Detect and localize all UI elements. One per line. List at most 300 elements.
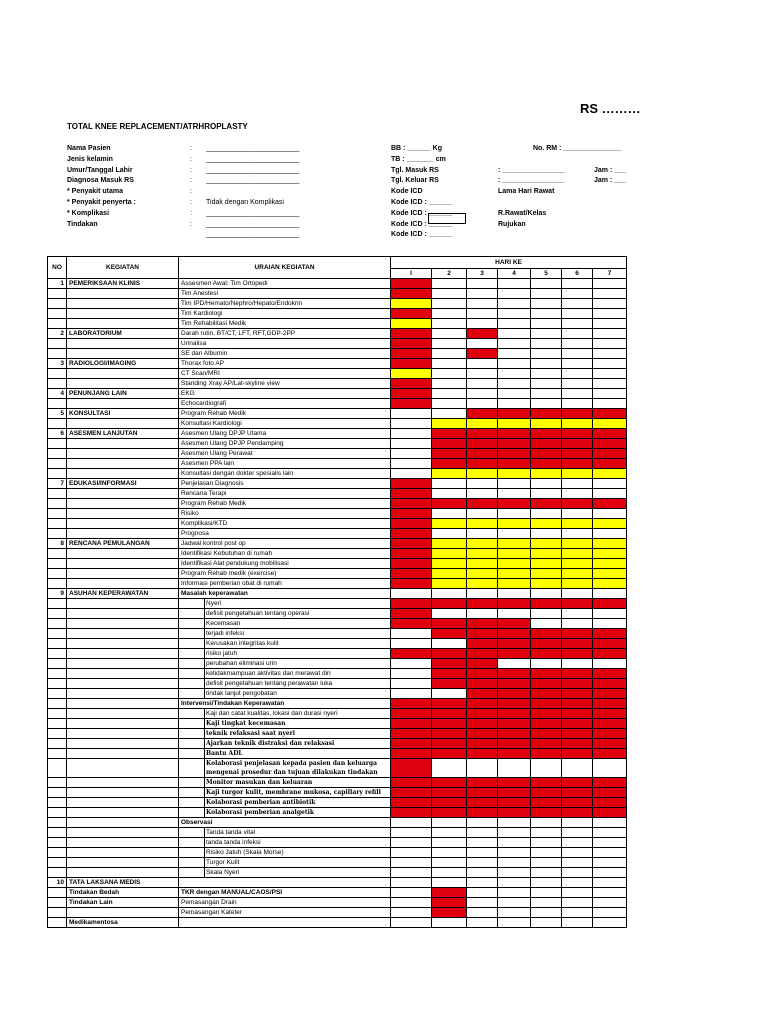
day-cell-7[interactable] [593,449,627,459]
day-cell-3[interactable] [467,309,498,319]
day-cell-2[interactable] [432,838,467,848]
day-cell-3[interactable] [467,549,498,559]
day-cell-2[interactable] [432,659,467,669]
day-cell-4[interactable] [498,419,531,429]
day-cell-5[interactable] [531,649,562,659]
day-cell-2[interactable] [432,918,467,928]
day-cell-7[interactable] [593,679,627,689]
day-cell-2[interactable] [432,908,467,918]
day-cell-7[interactable] [593,838,627,848]
day-cell-7[interactable] [593,659,627,669]
day-cell-7[interactable] [593,639,627,649]
day-cell-7[interactable] [593,519,627,529]
day-cell-3[interactable] [467,888,498,898]
day-cell-4[interactable] [498,898,531,908]
day-cell-2[interactable] [432,878,467,888]
day-cell-6[interactable] [562,379,593,389]
day-cell-5[interactable] [531,329,562,339]
day-cell-6[interactable] [562,579,593,589]
day-cell-1[interactable] [391,289,432,299]
day-cell-4[interactable] [498,659,531,669]
day-cell-4[interactable] [498,828,531,838]
day-cell-6[interactable] [562,908,593,918]
day-cell-6[interactable] [562,599,593,609]
day-cell-2[interactable] [432,419,467,429]
day-cell-3[interactable] [467,858,498,868]
day-cell-1[interactable] [391,808,432,818]
day-cell-4[interactable] [498,858,531,868]
day-cell-7[interactable] [593,349,627,359]
day-cell-6[interactable] [562,838,593,848]
day-cell-5[interactable] [531,798,562,808]
day-cell-3[interactable] [467,868,498,878]
day-cell-6[interactable] [562,689,593,699]
day-cell-7[interactable] [593,559,627,569]
patient-field-value[interactable]: Tidak dengan Komplikasi [206,199,284,206]
day-cell-1[interactable] [391,609,432,619]
day-cell-4[interactable] [498,569,531,579]
day-cell-2[interactable] [432,549,467,559]
day-cell-6[interactable] [562,309,593,319]
day-cell-2[interactable] [432,389,467,399]
day-cell-3[interactable] [467,739,498,749]
day-cell-6[interactable] [562,719,593,729]
day-cell-1[interactable] [391,908,432,918]
day-cell-2[interactable] [432,699,467,709]
day-cell-3[interactable] [467,569,498,579]
day-cell-2[interactable] [432,439,467,449]
day-cell-1[interactable] [391,279,432,289]
day-cell-7[interactable] [593,828,627,838]
day-cell-5[interactable] [531,609,562,619]
day-cell-3[interactable] [467,788,498,798]
day-cell-6[interactable] [562,359,593,369]
patient-field-value[interactable]: ________________________ [206,177,300,185]
day-cell-6[interactable] [562,499,593,509]
day-cell-3[interactable] [467,409,498,419]
day-cell-3[interactable] [467,689,498,699]
day-cell-1[interactable] [391,359,432,369]
day-cell-2[interactable] [432,379,467,389]
patient-field-value[interactable]: ________________________ [206,220,300,228]
day-cell-1[interactable] [391,329,432,339]
day-cell-2[interactable] [432,898,467,908]
day-cell-1[interactable] [391,299,432,309]
day-cell-3[interactable] [467,539,498,549]
day-cell-4[interactable] [498,838,531,848]
day-cell-1[interactable] [391,319,432,329]
day-cell-7[interactable] [593,469,627,479]
day-cell-4[interactable] [498,499,531,509]
day-cell-6[interactable] [562,389,593,399]
day-cell-5[interactable] [531,759,562,778]
record-field[interactable]: : ________________ [498,166,565,174]
day-cell-6[interactable] [562,868,593,878]
day-cell-5[interactable] [531,369,562,379]
day-cell-2[interactable] [432,489,467,499]
day-cell-1[interactable] [391,559,432,569]
day-cell-4[interactable] [498,509,531,519]
day-cell-5[interactable] [531,549,562,559]
day-cell-5[interactable] [531,749,562,759]
day-cell-4[interactable] [498,619,531,629]
day-cell-3[interactable] [467,818,498,828]
day-cell-3[interactable] [467,828,498,838]
admission-field[interactable]: Kode ICD : ______ [391,231,453,239]
day-cell-7[interactable] [593,749,627,759]
day-cell-4[interactable] [498,709,531,719]
day-cell-3[interactable] [467,878,498,888]
day-cell-5[interactable] [531,878,562,888]
day-cell-4[interactable] [498,489,531,499]
day-cell-3[interactable] [467,848,498,858]
admission-field[interactable]: Kode ICD : ______ [391,220,453,228]
day-cell-6[interactable] [562,549,593,559]
day-cell-3[interactable] [467,778,498,788]
day-cell-5[interactable] [531,589,562,599]
day-cell-1[interactable] [391,878,432,888]
day-cell-2[interactable] [432,868,467,878]
day-cell-3[interactable] [467,559,498,569]
day-cell-5[interactable] [531,808,562,818]
day-cell-1[interactable] [391,349,432,359]
day-cell-4[interactable] [498,629,531,639]
day-cell-4[interactable] [498,639,531,649]
day-cell-7[interactable] [593,369,627,379]
day-cell-7[interactable] [593,319,627,329]
day-cell-6[interactable] [562,619,593,629]
day-cell-4[interactable] [498,339,531,349]
day-cell-2[interactable] [432,329,467,339]
day-cell-4[interactable] [498,279,531,289]
day-cell-6[interactable] [562,279,593,289]
day-cell-1[interactable] [391,629,432,639]
day-cell-1[interactable] [391,888,432,898]
day-cell-3[interactable] [467,339,498,349]
time-field[interactable]: Jam : ___ [594,177,626,185]
day-cell-6[interactable] [562,459,593,469]
day-cell-4[interactable] [498,788,531,798]
day-cell-6[interactable] [562,918,593,928]
day-cell-5[interactable] [531,379,562,389]
day-cell-7[interactable] [593,649,627,659]
day-cell-5[interactable] [531,539,562,549]
day-cell-1[interactable] [391,479,432,489]
day-cell-7[interactable] [593,788,627,798]
day-cell-4[interactable] [498,559,531,569]
day-cell-3[interactable] [467,429,498,439]
day-cell-3[interactable] [467,679,498,689]
day-cell-4[interactable] [498,699,531,709]
day-cell-1[interactable] [391,818,432,828]
day-cell-5[interactable] [531,888,562,898]
day-cell-3[interactable] [467,699,498,709]
day-cell-5[interactable] [531,429,562,439]
day-cell-6[interactable] [562,539,593,549]
day-cell-2[interactable] [432,319,467,329]
day-cell-5[interactable] [531,399,562,409]
day-cell-3[interactable] [467,369,498,379]
day-cell-5[interactable] [531,409,562,419]
day-cell-7[interactable] [593,878,627,888]
day-cell-6[interactable] [562,788,593,798]
day-cell-1[interactable] [391,918,432,928]
day-cell-2[interactable] [432,539,467,549]
day-cell-7[interactable] [593,669,627,679]
day-cell-4[interactable] [498,818,531,828]
day-cell-3[interactable] [467,329,498,339]
day-cell-2[interactable] [432,888,467,898]
day-cell-5[interactable] [531,529,562,539]
day-cell-1[interactable] [391,599,432,609]
day-cell-2[interactable] [432,499,467,509]
day-cell-5[interactable] [531,439,562,449]
day-cell-1[interactable] [391,549,432,559]
day-cell-5[interactable] [531,299,562,309]
day-cell-2[interactable] [432,429,467,439]
day-cell-4[interactable] [498,609,531,619]
day-cell-3[interactable] [467,479,498,489]
day-cell-6[interactable] [562,589,593,599]
day-cell-2[interactable] [432,519,467,529]
day-cell-3[interactable] [467,389,498,399]
day-cell-5[interactable] [531,519,562,529]
day-cell-2[interactable] [432,339,467,349]
day-cell-5[interactable] [531,709,562,719]
day-cell-1[interactable] [391,639,432,649]
day-cell-3[interactable] [467,798,498,808]
day-cell-3[interactable] [467,838,498,848]
day-cell-1[interactable] [391,709,432,719]
day-cell-7[interactable] [593,719,627,729]
day-cell-5[interactable] [531,459,562,469]
patient-field-value[interactable]: ________________________ [206,231,300,239]
admission-field[interactable]: Kode ICD : ______ [391,209,453,217]
day-cell-3[interactable] [467,649,498,659]
day-cell-6[interactable] [562,729,593,739]
day-cell-5[interactable] [531,729,562,739]
day-cell-3[interactable] [467,279,498,289]
day-cell-5[interactable] [531,778,562,788]
day-cell-6[interactable] [562,319,593,329]
day-cell-6[interactable] [562,559,593,569]
day-cell-2[interactable] [432,669,467,679]
day-cell-5[interactable] [531,319,562,329]
day-cell-4[interactable] [498,868,531,878]
day-cell-4[interactable] [498,739,531,749]
day-cell-3[interactable] [467,669,498,679]
day-cell-4[interactable] [498,389,531,399]
day-cell-4[interactable] [498,599,531,609]
day-cell-6[interactable] [562,679,593,689]
day-cell-4[interactable] [498,808,531,818]
day-cell-3[interactable] [467,529,498,539]
day-cell-7[interactable] [593,549,627,559]
day-cell-5[interactable] [531,599,562,609]
day-cell-3[interactable] [467,808,498,818]
record-field[interactable]: No. RM : _______________ [533,145,622,152]
day-cell-4[interactable] [498,908,531,918]
day-cell-5[interactable] [531,569,562,579]
day-cell-3[interactable] [467,639,498,649]
day-cell-5[interactable] [531,679,562,689]
day-cell-1[interactable] [391,539,432,549]
day-cell-2[interactable] [432,609,467,619]
day-cell-1[interactable] [391,369,432,379]
day-cell-3[interactable] [467,709,498,719]
day-cell-7[interactable] [593,848,627,858]
day-cell-5[interactable] [531,739,562,749]
day-cell-1[interactable] [391,749,432,759]
day-cell-6[interactable] [562,888,593,898]
day-cell-2[interactable] [432,399,467,409]
day-cell-7[interactable] [593,908,627,918]
day-cell-1[interactable] [391,689,432,699]
day-cell-6[interactable] [562,669,593,679]
day-cell-4[interactable] [498,878,531,888]
day-cell-5[interactable] [531,858,562,868]
day-cell-1[interactable] [391,719,432,729]
day-cell-4[interactable] [498,719,531,729]
day-cell-2[interactable] [432,729,467,739]
day-cell-5[interactable] [531,579,562,589]
day-cell-3[interactable] [467,898,498,908]
day-cell-3[interactable] [467,379,498,389]
day-cell-2[interactable] [432,759,467,778]
day-cell-6[interactable] [562,739,593,749]
day-cell-3[interactable] [467,629,498,639]
day-cell-5[interactable] [531,469,562,479]
day-cell-4[interactable] [498,778,531,788]
day-cell-3[interactable] [467,589,498,599]
day-cell-1[interactable] [391,579,432,589]
day-cell-1[interactable] [391,429,432,439]
day-cell-4[interactable] [498,289,531,299]
day-cell-1[interactable] [391,828,432,838]
day-cell-3[interactable] [467,459,498,469]
day-cell-7[interactable] [593,619,627,629]
day-cell-1[interactable] [391,659,432,669]
day-cell-3[interactable] [467,449,498,459]
day-cell-4[interactable] [498,479,531,489]
day-cell-3[interactable] [467,299,498,309]
day-cell-2[interactable] [432,299,467,309]
day-cell-2[interactable] [432,599,467,609]
day-cell-2[interactable] [432,629,467,639]
icd-code-box[interactable] [428,213,466,224]
patient-field-value[interactable]: ________________________ [206,145,300,152]
day-cell-6[interactable] [562,439,593,449]
day-cell-3[interactable] [467,749,498,759]
time-field[interactable]: Jam : ___ [594,166,626,174]
admission-field[interactable]: Kode ICD [391,188,423,196]
day-cell-4[interactable] [498,848,531,858]
day-cell-6[interactable] [562,649,593,659]
day-cell-7[interactable] [593,798,627,808]
day-cell-2[interactable] [432,589,467,599]
day-cell-2[interactable] [432,639,467,649]
day-cell-4[interactable] [498,319,531,329]
day-cell-4[interactable] [498,359,531,369]
day-cell-7[interactable] [593,339,627,349]
day-cell-6[interactable] [562,659,593,669]
day-cell-5[interactable] [531,349,562,359]
day-cell-3[interactable] [467,719,498,729]
day-cell-2[interactable] [432,569,467,579]
day-cell-5[interactable] [531,818,562,828]
day-cell-1[interactable] [391,669,432,679]
day-cell-1[interactable] [391,409,432,419]
day-cell-6[interactable] [562,609,593,619]
day-cell-5[interactable] [531,908,562,918]
day-cell-7[interactable] [593,589,627,599]
day-cell-7[interactable] [593,579,627,589]
day-cell-1[interactable] [391,759,432,778]
day-cell-5[interactable] [531,389,562,399]
day-cell-6[interactable] [562,749,593,759]
day-cell-5[interactable] [531,279,562,289]
admission-field[interactable]: BB : ______ Kg [391,145,442,152]
day-cell-4[interactable] [498,589,531,599]
day-cell-1[interactable] [391,848,432,858]
day-cell-5[interactable] [531,479,562,489]
day-cell-6[interactable] [562,509,593,519]
day-cell-4[interactable] [498,299,531,309]
day-cell-6[interactable] [562,409,593,419]
day-cell-5[interactable] [531,719,562,729]
day-cell-5[interactable] [531,659,562,669]
day-cell-5[interactable] [531,689,562,699]
day-cell-1[interactable] [391,858,432,868]
day-cell-6[interactable] [562,489,593,499]
day-cell-7[interactable] [593,439,627,449]
day-cell-7[interactable] [593,429,627,439]
day-cell-7[interactable] [593,489,627,499]
day-cell-1[interactable] [391,519,432,529]
day-cell-3[interactable] [467,619,498,629]
day-cell-7[interactable] [593,279,627,289]
day-cell-1[interactable] [391,569,432,579]
day-cell-7[interactable] [593,499,627,509]
day-cell-7[interactable] [593,419,627,429]
day-cell-7[interactable] [593,479,627,489]
record-field[interactable]: Rujukan [498,220,526,228]
day-cell-4[interactable] [498,329,531,339]
day-cell-2[interactable] [432,359,467,369]
day-cell-3[interactable] [467,659,498,669]
day-cell-7[interactable] [593,699,627,709]
day-cell-3[interactable] [467,579,498,589]
day-cell-6[interactable] [562,858,593,868]
day-cell-4[interactable] [498,679,531,689]
day-cell-5[interactable] [531,559,562,569]
day-cell-5[interactable] [531,309,562,319]
day-cell-2[interactable] [432,289,467,299]
day-cell-7[interactable] [593,709,627,719]
day-cell-5[interactable] [531,629,562,639]
day-cell-1[interactable] [391,469,432,479]
day-cell-3[interactable] [467,499,498,509]
day-cell-2[interactable] [432,529,467,539]
day-cell-2[interactable] [432,679,467,689]
day-cell-1[interactable] [391,389,432,399]
day-cell-1[interactable] [391,838,432,848]
day-cell-6[interactable] [562,629,593,639]
day-cell-7[interactable] [593,759,627,778]
day-cell-6[interactable] [562,519,593,529]
day-cell-7[interactable] [593,509,627,519]
day-cell-1[interactable] [391,509,432,519]
